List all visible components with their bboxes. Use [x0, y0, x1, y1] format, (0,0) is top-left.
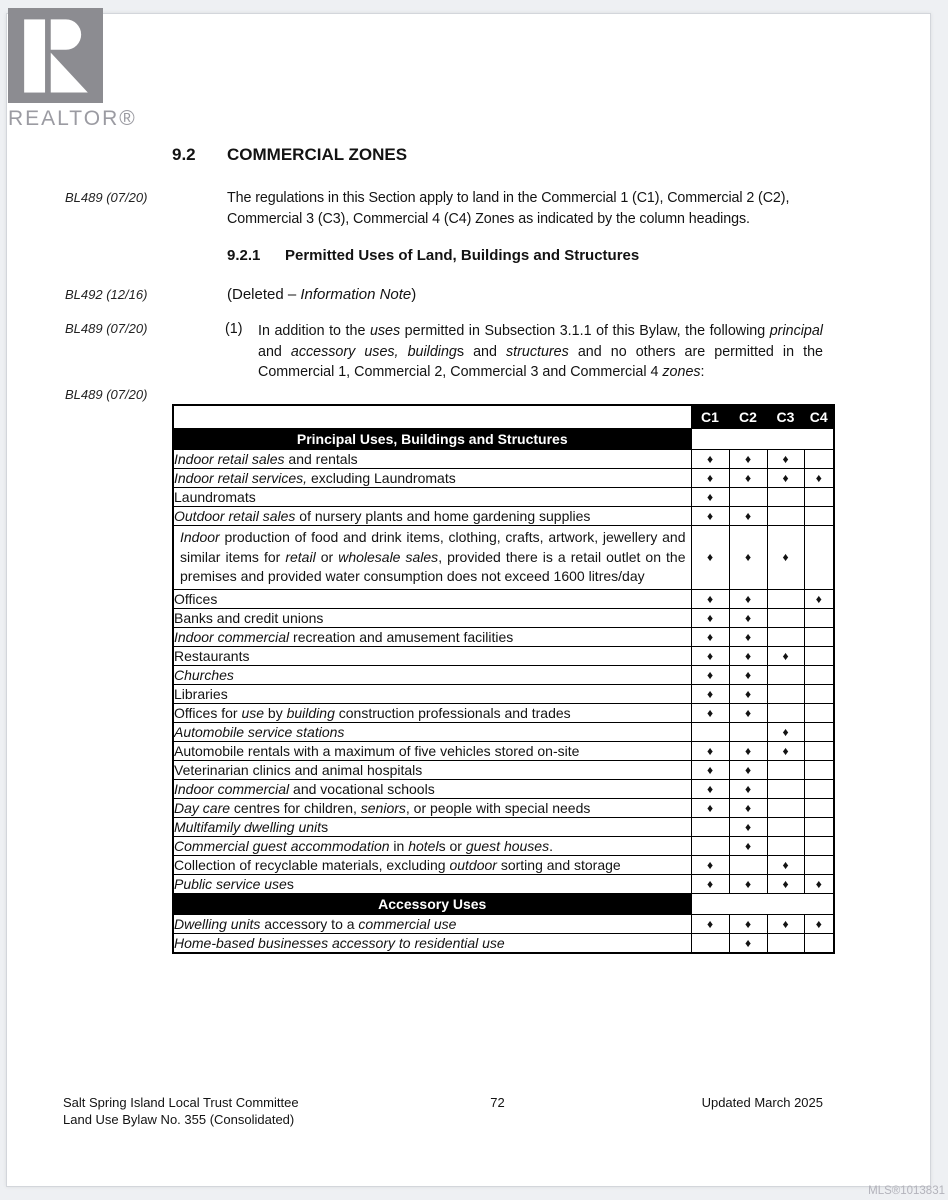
diamond-icon: ♦ — [744, 838, 752, 853]
table-row — [173, 722, 834, 741]
defined-term: wholesale sales — [338, 548, 439, 565]
defined-term: Indoor — [180, 529, 220, 545]
realtor-logo-icon — [8, 8, 103, 103]
text-run: and no others are permitted in the Commercial 1, Commercial 2, Commercial 3 and Commercial 4 — [258, 343, 823, 380]
table-row — [173, 760, 834, 779]
diamond-icon: ♦ — [744, 452, 752, 466]
table-row — [173, 608, 834, 627]
zone-header-c1: C1 — [691, 405, 729, 429]
zone-cell-c3 — [767, 488, 804, 507]
permitted-uses-table-body — [173, 429, 834, 953]
text-run: , or people with special needs — [405, 799, 591, 816]
defined-term: Information Note — [300, 286, 412, 303]
defined-term: structures — [506, 343, 569, 360]
zone-cell-c3 — [767, 627, 804, 646]
zone-cell-c1 — [691, 855, 729, 874]
defined-term: seniors — [360, 799, 406, 816]
defined-term: guest houses — [465, 837, 550, 854]
text-run: permitted in Subsection 3.1.1 of this Bylaw, the following — [400, 323, 770, 339]
zone-cell-c1 — [691, 779, 729, 798]
zone-cell-c1 — [691, 703, 729, 722]
use-cell — [173, 855, 691, 874]
text-run: Banks and credit unions — [174, 609, 324, 626]
zone-cell-c2 — [729, 589, 767, 608]
subsection-heading — [227, 247, 639, 264]
zone-cell-c4 — [804, 914, 834, 933]
text-run: Offices — [174, 590, 218, 607]
zone-cell-c3 — [767, 646, 804, 665]
zone-cell-c1 — [691, 933, 729, 953]
zone-header-c3: C3 — [767, 405, 804, 429]
diamond-icon: ♦ — [744, 781, 752, 796]
use-cell — [173, 488, 691, 507]
defined-term: Multifamily dwelling unit — [174, 818, 322, 835]
table-row — [173, 817, 834, 836]
diamond-icon: ♦ — [706, 781, 714, 796]
zone-cell-c2 — [729, 933, 767, 953]
table-row — [173, 703, 834, 722]
zone-cell-c1 — [691, 874, 729, 893]
intro-paragraph: The regulations in this Section apply to land in the Commercial 1 (C1), Commercial 2 (C2), Commercial 3 (C3), Commercial 4 (C4) Zones as indicated by the column headings. — [227, 190, 790, 227]
table-row — [173, 450, 834, 469]
zone-cell-c1 — [691, 450, 729, 469]
subsection-title: Permitted Uses of Land, Buildings and Structures — [285, 247, 640, 264]
subsection-number: 9.2.1 — [227, 247, 261, 264]
mls-number: MLS®1013831 — [868, 1185, 945, 1197]
text-run: Veterinarian clinics and animal hospitals — [174, 761, 423, 778]
text-run: sorting and storage — [496, 856, 621, 873]
table-row — [173, 914, 834, 933]
zone-header-c2: C2 — [729, 405, 767, 429]
table-row — [173, 933, 834, 953]
table-row — [173, 469, 834, 488]
zone-cell-c2 — [729, 627, 767, 646]
zone-cell-c1 — [691, 627, 729, 646]
diamond-icon: ♦ — [706, 667, 714, 682]
diamond-icon: ♦ — [744, 550, 752, 565]
use-cell — [173, 469, 691, 488]
use-cell — [173, 933, 691, 953]
diamond-icon: ♦ — [706, 452, 714, 466]
defined-term: uses — [369, 323, 401, 339]
zone-cell-c3 — [767, 760, 804, 779]
zone-cell-c3 — [767, 817, 804, 836]
diamond-icon: ♦ — [744, 667, 752, 682]
zone-cell-c2 — [729, 507, 767, 526]
diamond-icon: ♦ — [706, 705, 714, 720]
zone-cell-c2 — [729, 469, 767, 488]
defined-term: Dwelling units — [174, 915, 261, 932]
defined-term: Day care — [174, 799, 231, 816]
zone-cell-c3 — [767, 608, 804, 627]
text-run: and rentals — [284, 451, 358, 467]
use-cell — [173, 684, 691, 703]
diamond-icon: ♦ — [815, 876, 822, 891]
zone-cell-c4 — [804, 779, 834, 798]
diamond-icon: ♦ — [706, 762, 714, 777]
zone-cell-c1 — [691, 817, 729, 836]
zone-cell-c3 — [767, 855, 804, 874]
diamond-icon: ♦ — [744, 705, 752, 720]
text-run: ) — [411, 286, 417, 303]
text-run: Laundromats — [174, 489, 256, 505]
section-heading — [172, 145, 407, 165]
zone-cell-c3 — [767, 507, 804, 526]
zone-cell-c3 — [767, 874, 804, 893]
diamond-icon: ♦ — [706, 509, 714, 523]
zone-header-row — [173, 405, 834, 429]
zone-cell-c4 — [804, 646, 834, 665]
zone-cell-c4 — [804, 684, 834, 703]
text-run: of nursery plants and home gardening supplies — [295, 508, 591, 524]
defined-term: Commercial guest accommodation — [174, 837, 390, 854]
diamond-icon: ♦ — [782, 724, 789, 739]
table-row — [173, 488, 834, 507]
zone-cell-c1 — [691, 665, 729, 684]
table-row — [173, 874, 834, 893]
zone-cell-c4 — [804, 627, 834, 646]
zone-cell-c2 — [729, 450, 767, 469]
text-run: In addition to the — [258, 323, 370, 339]
zone-cell-c4 — [804, 874, 834, 893]
text-run: (Deleted – — [227, 286, 301, 303]
zone-cell-c2 — [729, 779, 767, 798]
margin-note-bl489-item: BL489 (07/20) — [65, 321, 148, 336]
defined-term: hotel — [408, 837, 439, 854]
diamond-icon: ♦ — [815, 591, 822, 606]
defined-term: Automobile service stations — [174, 723, 345, 740]
table-row — [173, 507, 834, 526]
zone-cell-c2 — [729, 608, 767, 627]
zone-cell-c4 — [804, 608, 834, 627]
zone-cell-c4 — [804, 703, 834, 722]
zone-cell-c2 — [729, 817, 767, 836]
use-cell — [173, 741, 691, 760]
zone-cell-c3 — [767, 933, 804, 953]
table-section-row — [173, 893, 834, 914]
zone-cell-c1 — [691, 526, 729, 590]
zone-cell-c3 — [767, 450, 804, 469]
text-run: and — [258, 343, 291, 360]
text-run: by — [264, 704, 287, 721]
diamond-icon: ♦ — [744, 743, 752, 758]
use-cell — [173, 589, 691, 608]
use-cell — [173, 665, 691, 684]
defined-term: Churches — [174, 666, 234, 683]
zone-cell-c2 — [729, 798, 767, 817]
deleted-note — [227, 286, 416, 303]
zone-cell-c3 — [767, 836, 804, 855]
table-row — [173, 741, 834, 760]
section-header-cell: Principal Uses, Buildings and Structures — [173, 429, 691, 450]
defined-term: commercial use — [358, 915, 457, 932]
zone-cell-c1 — [691, 488, 729, 507]
page-number: 72 — [490, 1095, 505, 1110]
diamond-icon: ♦ — [744, 819, 752, 834]
zone-cell-c2 — [729, 722, 767, 741]
table-row — [173, 627, 834, 646]
diamond-icon: ♦ — [782, 452, 789, 466]
diamond-icon: ♦ — [744, 610, 752, 625]
zone-cell-c4 — [804, 507, 834, 526]
section-title: COMMERCIAL ZONES — [227, 145, 408, 164]
defined-term: Indoor retail sales — [174, 451, 285, 467]
diamond-icon: ♦ — [706, 471, 714, 485]
zone-cell-c3 — [767, 798, 804, 817]
text-run: centres for children, — [230, 799, 361, 816]
zone-cell-c4 — [804, 760, 834, 779]
table-row — [173, 684, 834, 703]
zone-cell-c3 — [767, 741, 804, 760]
use-cell — [173, 646, 691, 665]
use-cell — [173, 779, 691, 798]
table-row — [173, 665, 834, 684]
zone-header-c4: C4 — [804, 405, 834, 429]
text-run: Restaurants — [174, 647, 250, 664]
text-run: accessory to a — [260, 915, 359, 932]
diamond-icon: ♦ — [744, 762, 752, 777]
zone-cell-c2 — [729, 703, 767, 722]
zone-cell-c3 — [767, 779, 804, 798]
zone-cell-c1 — [691, 684, 729, 703]
diamond-icon: ♦ — [815, 471, 822, 485]
diamond-icon: ♦ — [782, 648, 789, 663]
text-run: construction professionals and trades — [334, 704, 571, 721]
zone-cell-c1 — [691, 914, 729, 933]
zone-cell-c4 — [804, 589, 834, 608]
zone-cell-c3 — [767, 703, 804, 722]
zone-cell-c4 — [804, 798, 834, 817]
text-run: and vocational schools — [289, 780, 435, 797]
defined-term: Home-based businesses accessory to residential use — [174, 934, 505, 951]
use-cell — [173, 608, 691, 627]
zone-cell-c2 — [729, 836, 767, 855]
table-corner-cell — [173, 405, 691, 429]
text-run: . — [549, 837, 553, 854]
text-run: s and — [456, 343, 507, 360]
zone-cell-c1 — [691, 507, 729, 526]
diamond-icon: ♦ — [782, 550, 789, 565]
text-run: Offices for — [174, 704, 242, 721]
zone-cell-c1 — [691, 798, 729, 817]
diamond-icon: ♦ — [744, 509, 752, 523]
diamond-icon: ♦ — [706, 490, 714, 504]
diamond-icon: ♦ — [706, 591, 714, 606]
table-row — [173, 779, 834, 798]
zone-cell-c3 — [767, 684, 804, 703]
use-cell — [173, 914, 691, 933]
zone-cell-c4 — [804, 817, 834, 836]
zone-cell-c1 — [691, 646, 729, 665]
diamond-icon: ♦ — [706, 916, 714, 931]
footer-committee: Salt Spring Island Local Trust Committee — [63, 1095, 299, 1110]
footer-updated: Updated March 2025 — [701, 1095, 823, 1110]
diamond-icon: ♦ — [744, 591, 752, 606]
use-cell — [173, 722, 691, 741]
defined-term: retail — [285, 548, 316, 565]
diamond-icon: ♦ — [744, 648, 752, 663]
defined-term: Public service use — [174, 875, 287, 892]
diamond-icon: ♦ — [744, 876, 752, 891]
diamond-icon: ♦ — [744, 686, 752, 701]
zone-cell-c2 — [729, 526, 767, 590]
use-cell — [173, 450, 691, 469]
text-run: Libraries — [174, 685, 228, 702]
diamond-icon: ♦ — [706, 686, 714, 701]
zone-cell-c4 — [804, 526, 834, 590]
diamond-icon: ♦ — [744, 800, 752, 815]
diamond-icon: ♦ — [706, 629, 714, 644]
table-section-row — [173, 429, 834, 450]
text-run: or — [315, 548, 339, 565]
text-run: , provided there is a retail outlet on the premises and provided water consumption does not exceed 1600 litres/day — [180, 548, 686, 584]
defined-term: Indoor commercial — [174, 628, 290, 645]
text-run: Automobile rentals with a maximum of five vehicles stored on-site — [174, 742, 580, 759]
use-cell — [173, 817, 691, 836]
zone-cell-c1 — [691, 741, 729, 760]
table-row — [173, 855, 834, 874]
defined-term: zones — [662, 364, 701, 380]
zone-cell-c4 — [804, 933, 834, 953]
text-run: s — [321, 818, 329, 835]
table-row — [173, 836, 834, 855]
footer-bylaw: Land Use Bylaw No. 355 (Consolidated) — [63, 1112, 295, 1127]
section-header-spacer-cell — [691, 893, 834, 914]
text-run: recreation and amusement facilities — [289, 628, 514, 645]
defined-term: use — [241, 704, 265, 721]
realtor-logo-text: REALTOR® — [8, 107, 137, 130]
defined-term: outdoor — [449, 856, 497, 873]
text-run: s or — [438, 837, 466, 854]
realtor-logo — [8, 8, 137, 131]
diamond-icon: ♦ — [744, 916, 752, 931]
zone-cell-c1 — [691, 608, 729, 627]
text-run: s — [286, 875, 294, 892]
zone-cell-c2 — [729, 855, 767, 874]
list-item-text — [258, 321, 823, 383]
diamond-icon: ♦ — [706, 550, 714, 565]
text-run: production of food and drink items, clothing, crafts, artwork, jewellery and similar items for — [180, 529, 686, 565]
use-cell — [173, 627, 691, 646]
zone-cell-c1 — [691, 836, 729, 855]
zone-cell-c2 — [729, 741, 767, 760]
permitted-uses-table — [172, 404, 835, 954]
diamond-icon: ♦ — [782, 857, 789, 872]
defined-term: building — [286, 704, 335, 721]
diamond-icon: ♦ — [706, 800, 714, 815]
zone-cell-c3 — [767, 526, 804, 590]
diamond-icon: ♦ — [815, 916, 822, 931]
use-cell — [173, 760, 691, 779]
table-row — [173, 589, 834, 608]
defined-term: Indoor commercial — [174, 780, 290, 797]
defined-term: accessory uses, building — [290, 343, 457, 360]
table-row — [173, 646, 834, 665]
zone-cell-c4 — [804, 741, 834, 760]
diamond-icon: ♦ — [782, 743, 789, 758]
zone-cell-c2 — [729, 874, 767, 893]
zone-cell-c3 — [767, 665, 804, 684]
section-number: 9.2 — [172, 145, 196, 164]
zone-cell-c4 — [804, 722, 834, 741]
zone-cell-c2 — [729, 914, 767, 933]
use-cell — [173, 526, 691, 590]
text-run: : — [700, 364, 705, 380]
zone-cell-c2 — [729, 488, 767, 507]
zone-cell-c4 — [804, 855, 834, 874]
diamond-icon: ♦ — [744, 935, 752, 950]
zone-cell-c2 — [729, 684, 767, 703]
diamond-icon: ♦ — [706, 857, 714, 872]
table-row — [173, 526, 834, 590]
zone-cell-c1 — [691, 760, 729, 779]
margin-note-bl489-intro: BL489 (07/20) — [65, 190, 148, 205]
zone-cell-c2 — [729, 665, 767, 684]
diamond-icon: ♦ — [782, 876, 789, 891]
diamond-icon: ♦ — [706, 610, 714, 625]
zone-cell-c4 — [804, 836, 834, 855]
zone-cell-c4 — [804, 469, 834, 488]
section-header-cell: Accessory Uses — [173, 893, 691, 914]
diamond-icon: ♦ — [782, 471, 789, 485]
use-cell — [173, 798, 691, 817]
zone-cell-c3 — [767, 589, 804, 608]
text-run: Collection of recyclable materials, excluding — [174, 856, 450, 873]
diamond-icon: ♦ — [706, 876, 714, 891]
zone-cell-c1 — [691, 469, 729, 488]
defined-term: Outdoor retail sales — [174, 508, 296, 524]
diamond-icon: ♦ — [706, 648, 714, 663]
zone-cell-c4 — [804, 665, 834, 684]
use-cell — [173, 836, 691, 855]
use-cell — [173, 874, 691, 893]
text-run: in — [389, 837, 409, 854]
section-header-spacer-cell — [691, 429, 834, 450]
margin-note-bl489-table: BL489 (07/20) — [65, 387, 148, 402]
zone-cell-c4 — [804, 450, 834, 469]
zone-cell-c1 — [691, 589, 729, 608]
diamond-icon: ♦ — [782, 916, 789, 931]
zone-cell-c3 — [767, 469, 804, 488]
zone-cell-c4 — [804, 488, 834, 507]
margin-note-bl492: BL492 (12/16) — [65, 287, 148, 302]
diamond-icon: ♦ — [706, 743, 714, 758]
text-run: excluding Laundromats — [307, 470, 456, 486]
zone-cell-c2 — [729, 760, 767, 779]
zone-cell-c3 — [767, 722, 804, 741]
use-cell — [173, 507, 691, 526]
defined-term: principal — [769, 323, 823, 339]
zone-cell-c3 — [767, 914, 804, 933]
diamond-icon: ♦ — [744, 629, 752, 644]
zone-cell-c2 — [729, 646, 767, 665]
use-cell — [173, 703, 691, 722]
table-row — [173, 798, 834, 817]
defined-term: Indoor retail services, — [174, 470, 308, 486]
list-item-number: (1) — [225, 321, 243, 337]
zone-cell-c1 — [691, 722, 729, 741]
diamond-icon: ♦ — [744, 471, 752, 485]
